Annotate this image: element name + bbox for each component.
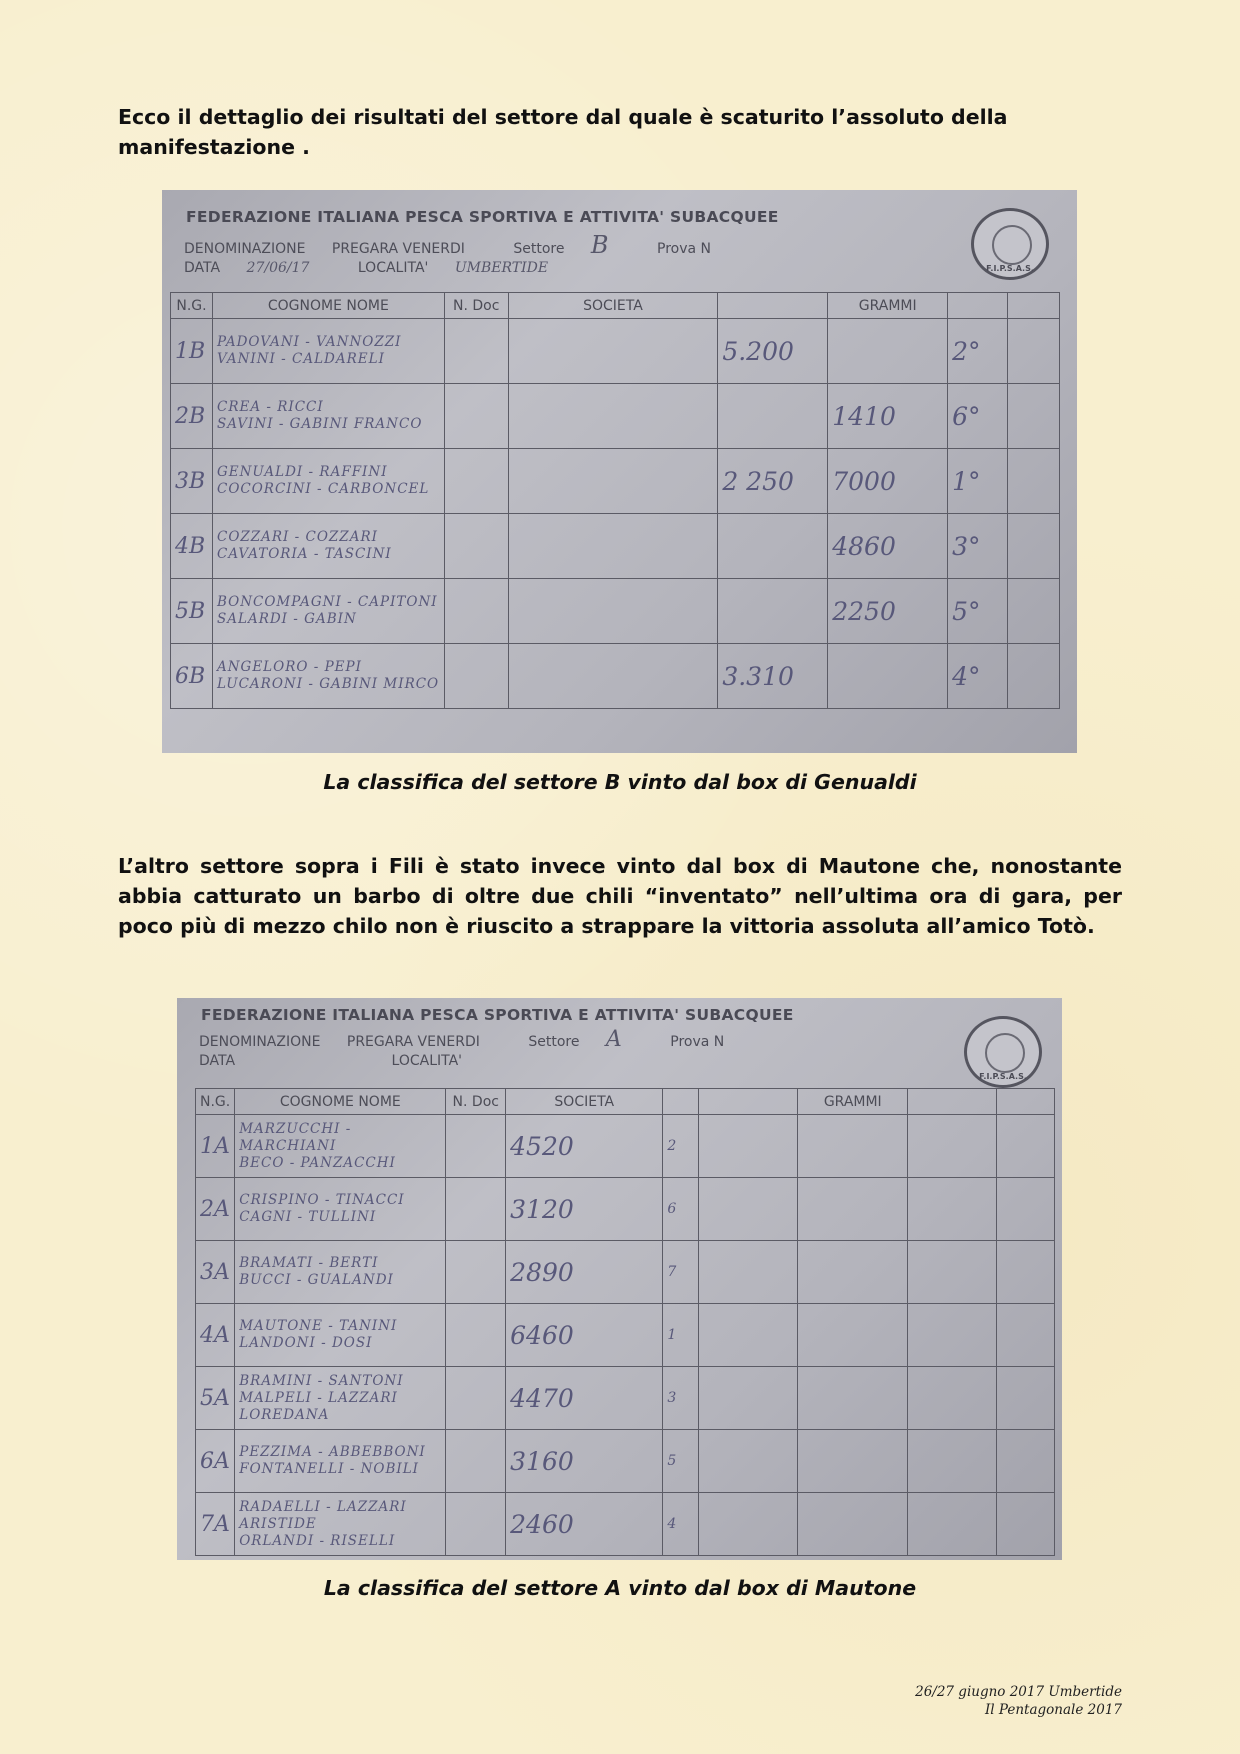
cell-grammi: 4860 (828, 514, 948, 579)
cell-ng: 1A (196, 1115, 235, 1178)
cell-blank (699, 1304, 798, 1367)
cell-grammi (798, 1241, 908, 1304)
cell-names (235, 1241, 446, 1304)
name-line-1: MARZUCCHI - MARCHIANI (239, 1120, 352, 1154)
denominazione-label: DENOMINAZIONE (199, 1034, 321, 1050)
sheet-meta (199, 1027, 746, 1071)
name-line-1: CREA - RICCI (216, 399, 324, 415)
sector-a-table (195, 1088, 1055, 1556)
header-societa: SOCIETA (506, 1089, 663, 1115)
cell-place: 2° (948, 319, 1008, 384)
cell-ng: 1B (171, 319, 213, 384)
cell-societa (508, 384, 718, 449)
denominazione-value: PREGARA VENERDI (346, 1034, 480, 1050)
cell-doc (444, 579, 508, 644)
header-name: COGNOME NOME (235, 1089, 446, 1115)
cell-doc (446, 1115, 506, 1178)
cell-grammi (798, 1430, 908, 1493)
name-line-1: PADOVANI - VANNOZZI (216, 334, 402, 350)
settore-value: A (605, 1027, 622, 1052)
name-line-1: RADAELLI - LAZZARI ARISTIDE (239, 1498, 407, 1532)
header-blank (997, 1089, 1055, 1115)
cell-ng: 6B (171, 644, 213, 709)
prova-label: Prova N (670, 1034, 725, 1050)
name-line-2: CAGNI - TULLINI (239, 1209, 377, 1225)
cell-weight-note: 2 250 (718, 449, 828, 514)
table-header-row (196, 1089, 1055, 1115)
cell-societa (508, 514, 718, 579)
cell-names (235, 1178, 446, 1241)
cell-doc (444, 644, 508, 709)
table-row (171, 319, 1060, 384)
cell-names (212, 319, 444, 384)
cell-weight-note: 3.310 (718, 644, 828, 709)
cell-ng: 6A (196, 1430, 235, 1493)
name-line-2: VANINI - CALDARELI (216, 351, 385, 367)
cell-grammi (798, 1493, 908, 1556)
cell-blank (908, 1430, 997, 1493)
sheet-meta (184, 231, 733, 278)
cell-blank (997, 1493, 1055, 1556)
settore-label: Settore (513, 241, 565, 257)
name-line-1: GENUALDI - RAFFINI (216, 464, 388, 480)
cell-blank (908, 1178, 997, 1241)
header-extra (1008, 293, 1060, 319)
settore-value: B (590, 231, 609, 259)
header-ng: N.G. (171, 293, 213, 319)
cell-blank (1008, 579, 1060, 644)
cell-blank (699, 1367, 798, 1430)
table-row (196, 1115, 1055, 1178)
table-row (171, 514, 1060, 579)
cell-blank (1008, 514, 1060, 579)
cell-blank (997, 1430, 1055, 1493)
cell-societa (508, 449, 718, 514)
cell-names (235, 1304, 446, 1367)
cell-weight-note (718, 514, 828, 579)
cell-place: 6 (663, 1178, 699, 1241)
cell-blank (699, 1178, 798, 1241)
cell-names (235, 1367, 446, 1430)
cell-place: 5 (663, 1430, 699, 1493)
cell-grammi (798, 1178, 908, 1241)
logo-text: F.I.P.S.A.S. (979, 1072, 1027, 1081)
sector-b-table (170, 292, 1060, 709)
federation-heading: FEDERAZIONE ITALIANA PESCA SPORTIVA E ATTIVITA' SUBACQUEE (201, 1006, 794, 1024)
cell-doc (446, 1241, 506, 1304)
cell-doc (446, 1367, 506, 1430)
second-paragraph: L’altro settore sopra i Fili è stato invece vinto dal box di Mautone che, nonostante abbia catturato un barbo di oltre due chili “inventato” nell’ultima ora di gara, per poco più di mezzo chilo non è riuscito a strappare la vittoria assoluta all’amico Totò. (118, 854, 1122, 938)
cell-weight: 6460 (506, 1304, 663, 1367)
cell-names (212, 449, 444, 514)
header-blank (699, 1089, 798, 1115)
name-line-1: CRISPINO - TINACCI (239, 1192, 405, 1208)
header-name: COGNOME NOME (212, 293, 444, 319)
federation-heading: FEDERAZIONE ITALIANA PESCA SPORTIVA E ATTIVITA' SUBACQUEE (186, 208, 779, 226)
cell-ng: 5B (171, 579, 213, 644)
name-line-2: BUCCI - GUALANDI (239, 1272, 394, 1288)
cell-place: 7 (663, 1241, 699, 1304)
cell-doc (444, 319, 508, 384)
table-row (196, 1367, 1055, 1430)
footer-event: Il Pentagonale 2017 (984, 1702, 1122, 1718)
cell-doc (446, 1493, 506, 1556)
table-header-row (171, 293, 1060, 319)
cell-grammi: 1410 (828, 384, 948, 449)
table-row (196, 1493, 1055, 1556)
name-line-2: FONTANELLI - NOBILI (239, 1461, 420, 1477)
table-row (196, 1241, 1055, 1304)
cell-names (235, 1115, 446, 1178)
table-row (196, 1304, 1055, 1367)
cell-names (212, 514, 444, 579)
table-row (171, 644, 1060, 709)
settore-field (513, 231, 630, 259)
cell-blank (699, 1115, 798, 1178)
cell-blank (1008, 384, 1060, 449)
cell-grammi: 2250 (828, 579, 948, 644)
name-line-2: BECO - PANZACCHI (239, 1154, 396, 1171)
cell-grammi (828, 319, 948, 384)
cell-names (212, 579, 444, 644)
data-value: 27/06/17 (246, 260, 310, 276)
cell-weight-note (718, 579, 828, 644)
cell-blank (908, 1241, 997, 1304)
name-line-1: PEZZIMA - ABBEBBONI (239, 1444, 426, 1460)
cell-ng: 7A (196, 1493, 235, 1556)
cell-weight: 3160 (506, 1430, 663, 1493)
header-blank (663, 1089, 699, 1115)
logo-text: F.I.P.S.A.S. (986, 264, 1034, 273)
cell-blank (1008, 644, 1060, 709)
cell-place: 4° (948, 644, 1008, 709)
cell-weight-note (718, 384, 828, 449)
cell-names (212, 644, 444, 709)
cell-place: 3 (663, 1367, 699, 1430)
settore-label: Settore (528, 1034, 580, 1050)
table-row (196, 1178, 1055, 1241)
cell-grammi (798, 1115, 908, 1178)
prova-label: Prova N (657, 241, 712, 257)
cell-blank (997, 1304, 1055, 1367)
name-line-2: SAVINI - GABINI FRANCO (216, 416, 423, 432)
cell-ng: 3B (171, 449, 213, 514)
cell-doc (446, 1304, 506, 1367)
intro-paragraph: Ecco il dettaglio dei risultati del settore dal quale è scaturito l’assoluto della manifestazione . (118, 105, 1008, 159)
name-line-1: COZZARI - COZZARI (216, 529, 378, 545)
name-line-2: LUCARONI - GABINI MIRCO (216, 676, 440, 692)
cell-doc (446, 1178, 506, 1241)
header-grammi: GRAMMI (798, 1089, 908, 1115)
cell-blank (1008, 449, 1060, 514)
cell-ng: 5A (196, 1367, 235, 1430)
name-line-1: ANGELORO - PEPI (216, 659, 362, 675)
cell-blank (699, 1493, 798, 1556)
localita-value: UMBERTIDE (454, 260, 549, 276)
denominazione-field (199, 1033, 502, 1052)
name-line-2: ORLANDI - RISELLI (239, 1532, 396, 1549)
cell-place: 1° (948, 449, 1008, 514)
cell-place: 6° (948, 384, 1008, 449)
denominazione-label-text: DENOMINAZIONE (184, 241, 306, 257)
header-grammi: GRAMMI (828, 293, 948, 319)
cell-place: 4 (663, 1493, 699, 1556)
cell-ng: 2B (171, 384, 213, 449)
header-blank (908, 1089, 997, 1115)
cell-blank (699, 1241, 798, 1304)
cell-ng: 4B (171, 514, 213, 579)
data-label: DATA (199, 1053, 236, 1069)
denominazione-label (184, 240, 487, 259)
caption-sector-b: La classifica del settore B vinto dal box di Genualdi (323, 770, 917, 794)
name-line-2: LANDONI - DOSI (239, 1335, 373, 1351)
cell-grammi (798, 1367, 908, 1430)
cell-societa (508, 579, 718, 644)
name-line-2: SALARDI - GABIN (216, 611, 357, 627)
cell-grammi: 7000 (828, 449, 948, 514)
sector-a-score-sheet-photo (177, 998, 1062, 1560)
header-blank (718, 293, 828, 319)
fipsas-logo-icon (964, 1016, 1042, 1088)
data-label: DATA (184, 260, 221, 276)
cell-names (212, 384, 444, 449)
header-societa: SOCIETA (508, 293, 718, 319)
table-row (171, 449, 1060, 514)
cell-weight: 4470 (506, 1367, 663, 1430)
table-row (171, 579, 1060, 644)
localita-field (358, 259, 570, 278)
cell-weight-note: 5.200 (718, 319, 828, 384)
settore-field (528, 1027, 643, 1052)
name-line-1: BRAMINI - SANTONI (239, 1372, 404, 1389)
caption-sector-a: La classifica del settore A vinto dal box di Mautone (323, 1576, 917, 1600)
denominazione-value: PREGARA VENERDI (331, 241, 465, 257)
cell-blank (908, 1493, 997, 1556)
cell-names (235, 1430, 446, 1493)
name-line-2: MALPELI - LAZZARI LOREDANA (239, 1389, 398, 1423)
name-line-1: MAUTONE - TANINI (239, 1318, 398, 1334)
cell-blank (997, 1367, 1055, 1430)
cell-doc (444, 384, 508, 449)
cell-weight: 3120 (506, 1178, 663, 1241)
cell-place: 2 (663, 1115, 699, 1178)
cell-blank (908, 1304, 997, 1367)
cell-place: 1 (663, 1304, 699, 1367)
localita-label: LOCALITA' (357, 260, 429, 276)
cell-doc (446, 1430, 506, 1493)
cell-doc (444, 514, 508, 579)
cell-blank (997, 1178, 1055, 1241)
table-row (196, 1430, 1055, 1493)
localita-label: LOCALITA' (391, 1053, 463, 1069)
cell-blank (997, 1241, 1055, 1304)
data-field (184, 259, 331, 278)
cell-blank (1008, 319, 1060, 384)
cell-societa (508, 319, 718, 384)
name-line-1: BONCOMPAGNI - CAPITONI (216, 594, 438, 610)
table-row (171, 384, 1060, 449)
cell-societa (508, 644, 718, 709)
cell-place: 3° (948, 514, 1008, 579)
name-line-2: CAVATORIA - TASCINI (216, 546, 392, 562)
cell-place: 5° (948, 579, 1008, 644)
cell-blank (908, 1115, 997, 1178)
cell-weight: 2460 (506, 1493, 663, 1556)
sector-b-score-sheet-photo (162, 190, 1077, 753)
cell-weight: 4520 (506, 1115, 663, 1178)
name-line-1: BRAMATI - BERTI (239, 1255, 379, 1271)
header-doc: N. Doc (446, 1089, 506, 1115)
cell-ng: 4A (196, 1304, 235, 1367)
cell-blank (699, 1430, 798, 1493)
cell-grammi (798, 1304, 908, 1367)
header-place (948, 293, 1008, 319)
cell-ng: 3A (196, 1241, 235, 1304)
cell-blank (908, 1367, 997, 1430)
cell-weight: 2890 (506, 1241, 663, 1304)
fipsas-logo-icon (971, 208, 1049, 280)
name-line-2: COCORCINI - CARBONCEL (216, 481, 430, 497)
cell-names (235, 1493, 446, 1556)
cell-doc (444, 449, 508, 514)
header-ng: N.G. (196, 1089, 235, 1115)
footer-date: 26/27 giugno 2017 Umbertide (915, 1684, 1122, 1700)
cell-blank (997, 1115, 1055, 1178)
cell-grammi (828, 644, 948, 709)
cell-ng: 2A (196, 1178, 235, 1241)
header-doc: N. Doc (444, 293, 508, 319)
